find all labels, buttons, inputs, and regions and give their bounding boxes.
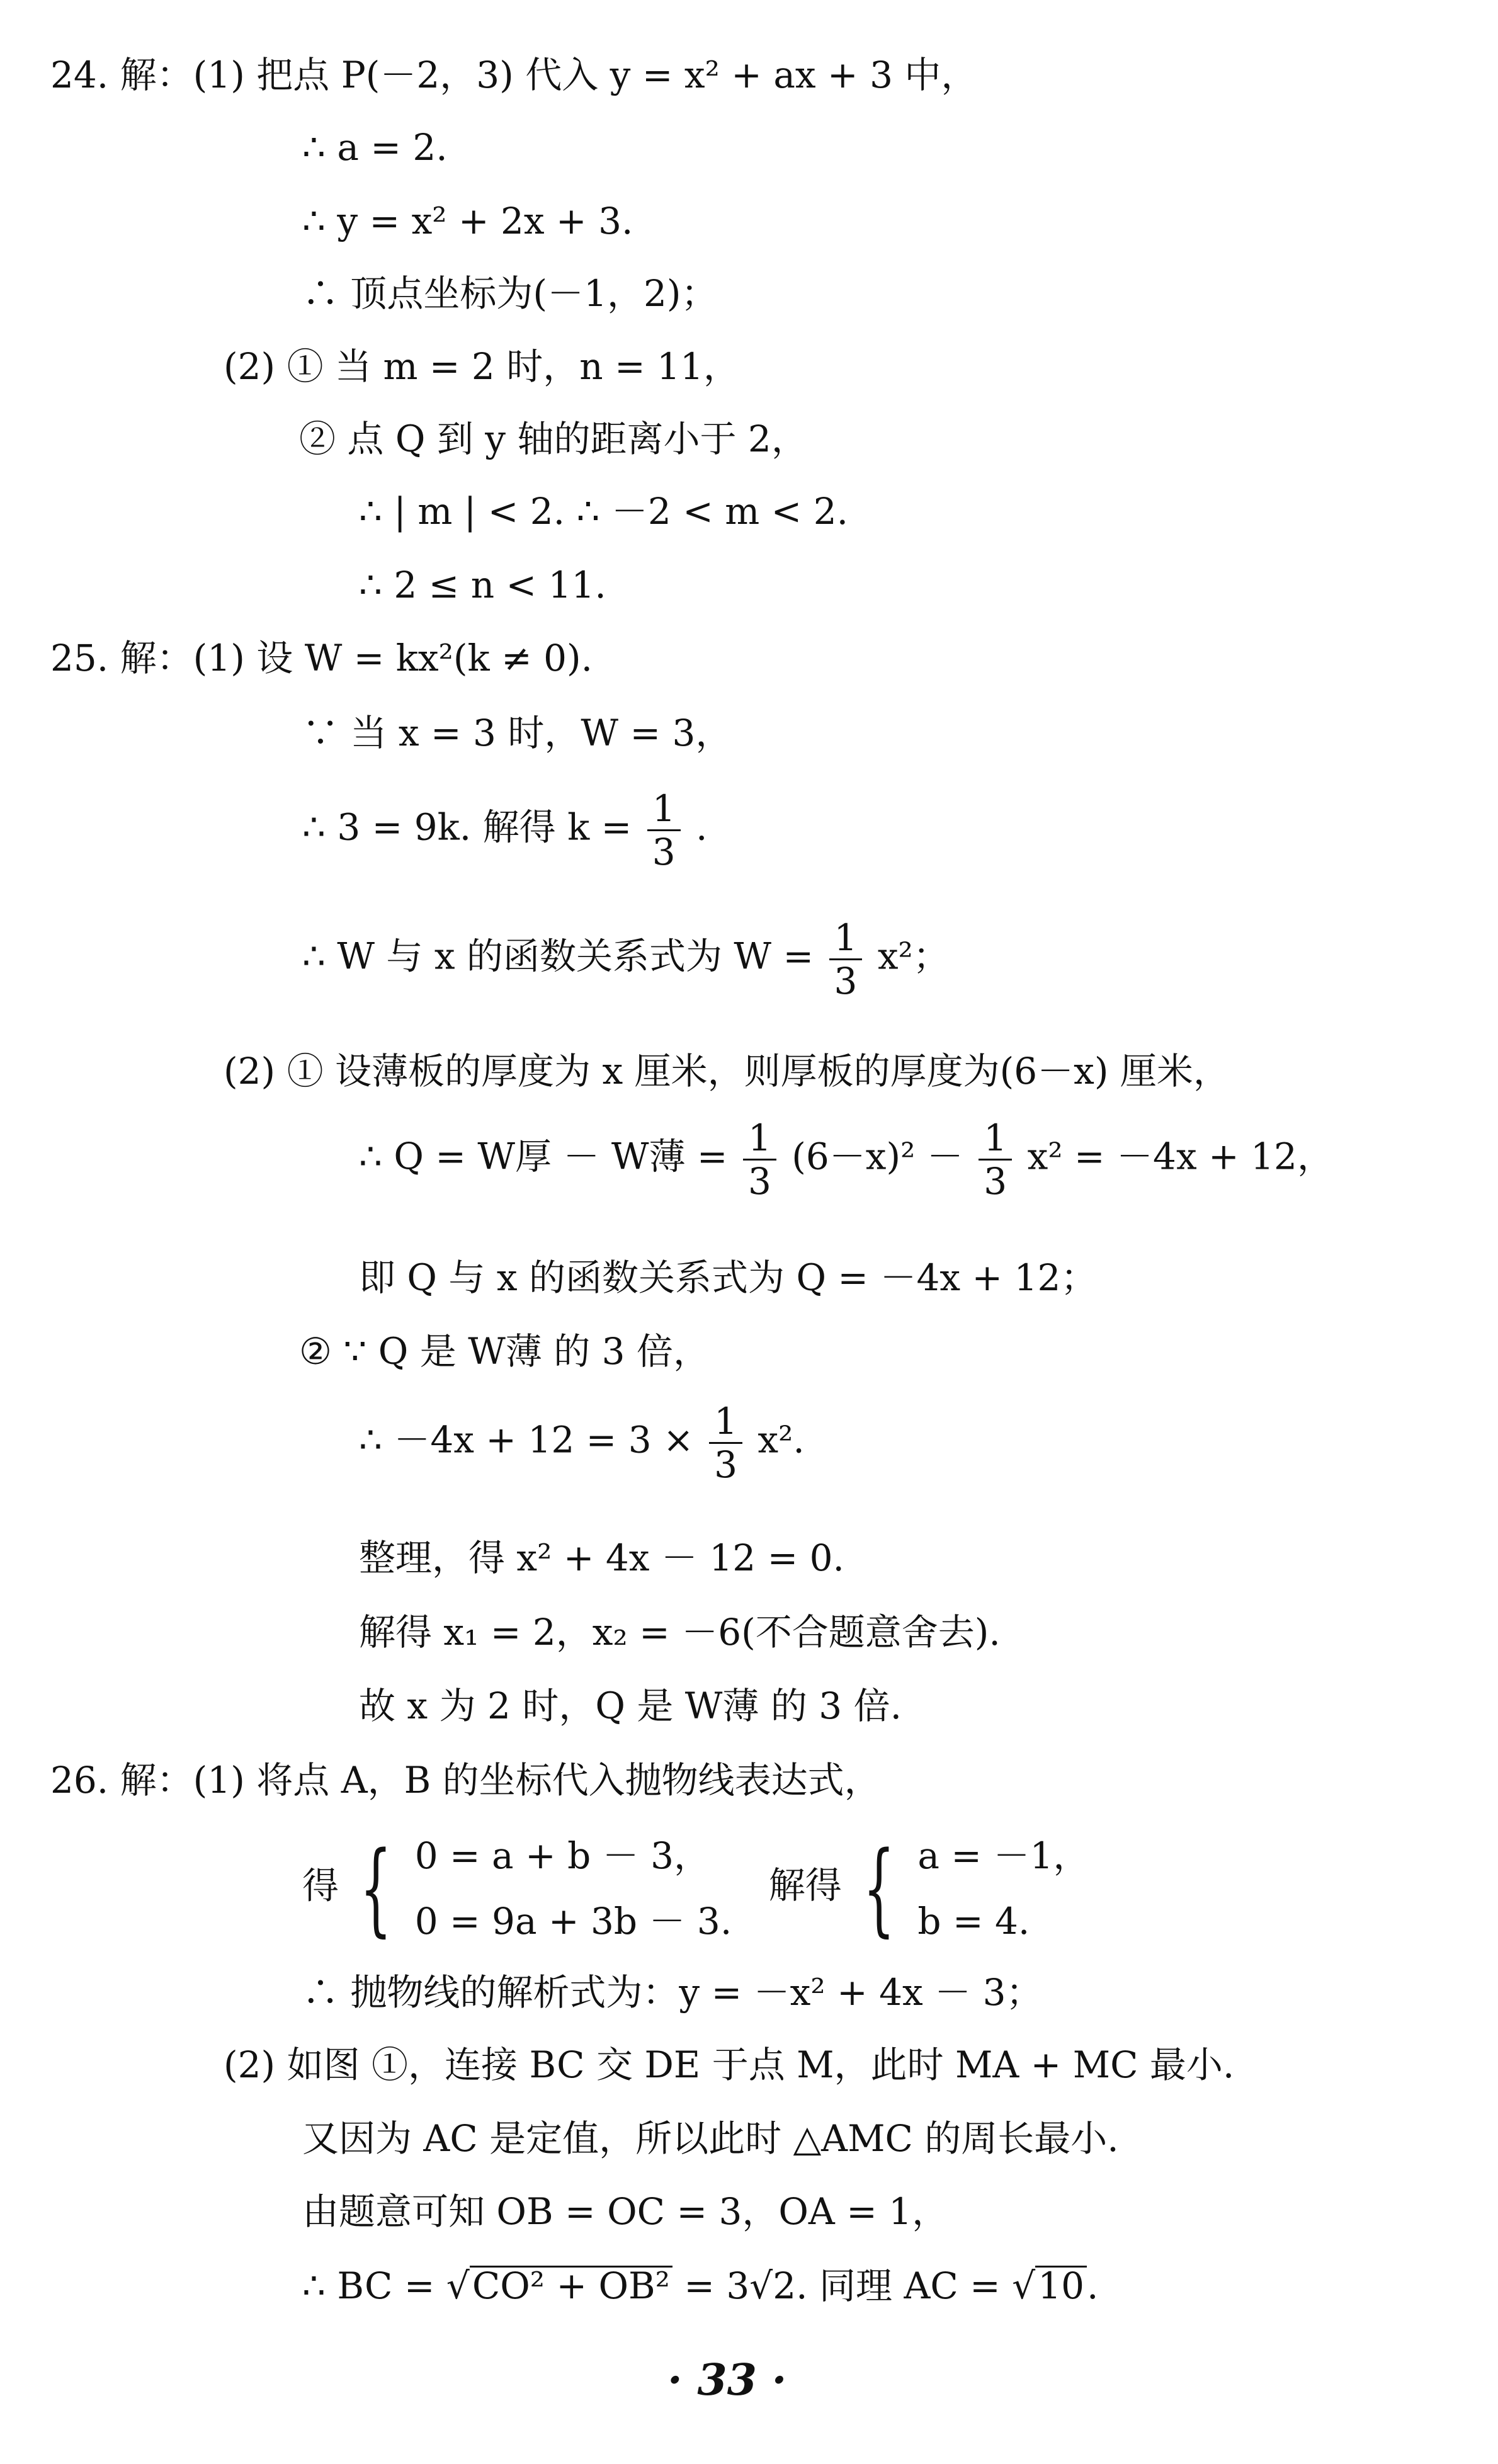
de-label: 得 bbox=[302, 1864, 339, 1907]
line-24-7: ∴ | m | < 2. ∴ －2 < m < 2. bbox=[359, 490, 849, 533]
page-number: · 33 · bbox=[667, 2355, 787, 2405]
line-25-1: 25. 解：(1) 设 W = kx²(k ≠ 0). bbox=[50, 637, 593, 679]
bc-value: = 3√2 bbox=[684, 2264, 797, 2307]
line-25-9 bbox=[359, 1400, 805, 1486]
solve-label: 解得 bbox=[768, 1864, 842, 1907]
line-25-12: 故 x 为 2 时，Q 是 W薄 的 3 倍. bbox=[359, 1684, 902, 1727]
line-24-3: ∴ y = x² + 2x + 3. bbox=[302, 200, 633, 242]
left-brace-icon: { bbox=[863, 1829, 895, 1948]
line-25-4-text: ∴ W 与 x 的函数关系式为 W = bbox=[302, 934, 814, 978]
left-brace-icon: { bbox=[360, 1829, 392, 1948]
line-25-6 bbox=[359, 1116, 1334, 1203]
k-tail: . bbox=[696, 805, 708, 849]
ac-label: . 同理 AC = bbox=[796, 2264, 1001, 2307]
w-tail: x²； bbox=[877, 934, 950, 978]
fraction-one-third: $\frac{1}{3}$ bbox=[743, 1120, 776, 1200]
line-24-1: 24. 解：(1) 把点 P(－2，3) 代入 y = x² + ax + 3 中， bbox=[50, 54, 978, 96]
line-25-11: 解得 x₁ = 2，x₂ = －6(不合题意舍去). bbox=[359, 1611, 1001, 1654]
sqrt-icon: √CO² + OB² bbox=[446, 2266, 672, 2304]
line-25-7: 即 Q 与 x 的函数关系式为 Q = －4x + 12； bbox=[359, 1256, 1098, 1299]
line-24-8: ∴ 2 ≤ n < 11. bbox=[359, 564, 606, 606]
line-24-4: ∴ 顶点坐标为(－1，2)； bbox=[302, 272, 718, 315]
line-24-2: ∴ a = 2. bbox=[302, 126, 448, 169]
line-25-3-text: ∴ 3 = 9k. 解得 k = bbox=[302, 805, 632, 849]
line-26-3: ∴ 抛物线的解析式为：y = －x² + 4x － 3； bbox=[302, 1971, 1043, 2014]
line-25-6-text: ∴ Q = W厚 － W薄 = bbox=[359, 1135, 728, 1178]
line-26-4: (2) 如图 ①，连接 BC 交 DE 于点 M，此时 MA + MC 最小. bbox=[224, 2043, 1235, 2086]
line-26-1: 26. 解：(1) 将点 A，B 的坐标代入抛物线表达式， bbox=[50, 1759, 881, 1802]
line-24-6: ② 点 Q 到 y 轴的距离小于 2， bbox=[299, 417, 808, 460]
line-26-6: 由题意可知 OB = OC = 3，OA = 1， bbox=[302, 2190, 949, 2233]
fraction-one-third: $\frac{1}{3}$ bbox=[647, 790, 681, 870]
line-25-10: 整理，得 x² + 4x － 12 = 0. bbox=[359, 1536, 844, 1579]
sqrt-icon: √10 bbox=[1012, 2266, 1087, 2304]
line-25-5: (2) ① 设薄板的厚度为 x 厘米，则厚板的厚度为(6－x) 厘米， bbox=[224, 1050, 1230, 1093]
fraction-one-third: $\frac{1}{3}$ bbox=[829, 919, 863, 999]
q-mid: (6－x)² － bbox=[792, 1135, 963, 1178]
q-tail: x² = －4x + 12， bbox=[1027, 1135, 1334, 1178]
ac-tail: . bbox=[1087, 2264, 1099, 2307]
line-25-9-text: ∴ －4x + 12 = 3 × bbox=[359, 1418, 694, 1462]
line-26-5: 又因为 AC 是定值，所以此时 △AMC 的周长最小. bbox=[302, 2117, 1119, 2160]
line-25-8: ② ∵ Q 是 W薄 的 3 倍， bbox=[299, 1330, 710, 1373]
equation-system-2: a = －1， b = 4. bbox=[917, 1834, 1090, 1943]
line-24-5: (2) ① 当 m = 2 时，n = 11， bbox=[224, 345, 740, 388]
line-26-7 bbox=[302, 2264, 1099, 2307]
bc-label: ∴ BC = bbox=[302, 2264, 435, 2307]
line-26-2 bbox=[302, 1823, 1089, 1955]
eq-tail: x². bbox=[758, 1418, 805, 1462]
fraction-one-third: $\frac{1}{3}$ bbox=[979, 1120, 1012, 1200]
line-25-2: ∵ 当 x = 3 时，W = 3， bbox=[302, 712, 732, 754]
line-25-4 bbox=[302, 916, 950, 1002]
line-25-3 bbox=[302, 787, 708, 873]
fraction-one-third: $\frac{1}{3}$ bbox=[709, 1403, 742, 1483]
equation-system-1: 0 = a + b － 3， 0 = 9a + 3b － 3. bbox=[414, 1834, 732, 1943]
